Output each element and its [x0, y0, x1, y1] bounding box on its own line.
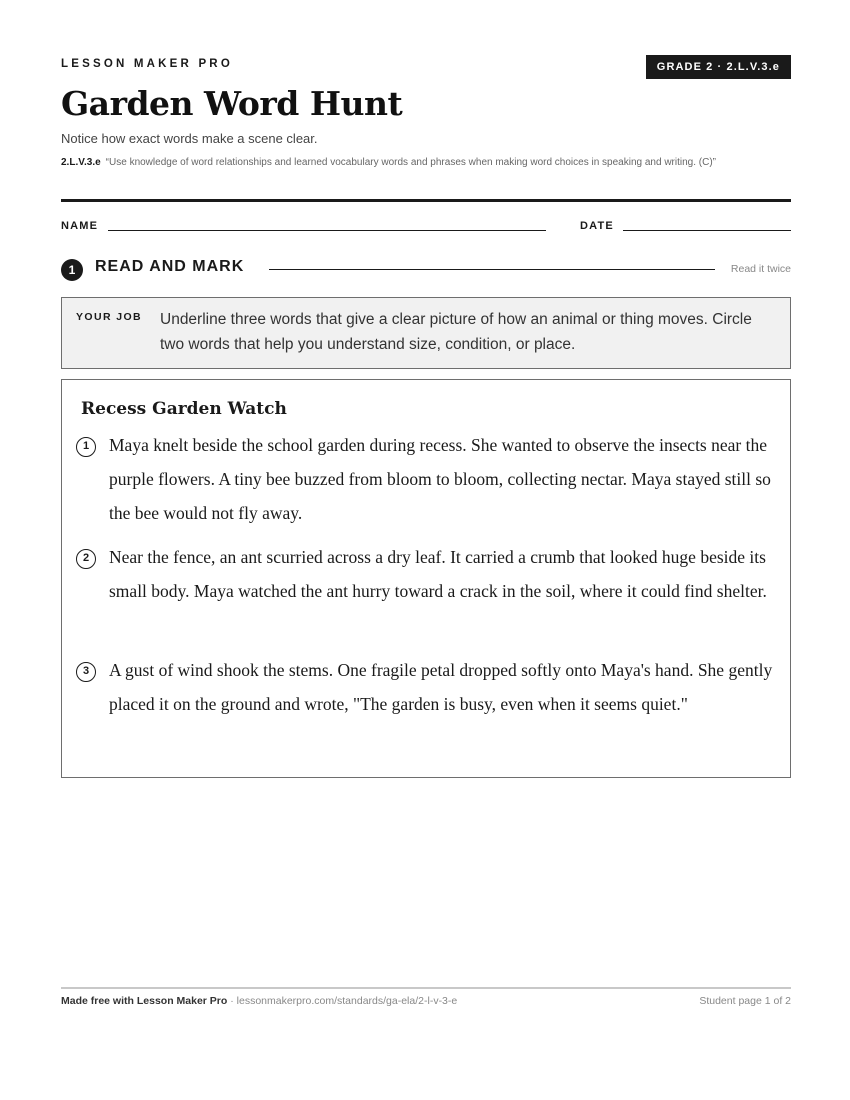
- worksheet-subtitle: Notice how exact words make a scene clear.: [61, 131, 318, 146]
- footer-page-label: Student page 1 of 2: [699, 995, 791, 1007]
- paragraph-number: 2: [76, 549, 96, 569]
- section-divider: [269, 269, 715, 270]
- footer-url: · lessonmakerpro.com/standards/ga-ela/2-l-v-3-e: [227, 995, 458, 1007]
- name-field[interactable]: [108, 230, 546, 231]
- paragraph-text: Near the fence, an ant scurried across a dry leaf. It carried a crumb that looked huge beside its small body. Maya watched the ant hurry toward a crack in the soil, where it could find shelter.: [109, 547, 767, 601]
- footer-credit: [61, 995, 457, 1007]
- job-text: Underline three words that give a clear picture of how an animal or thing moves. Circle two words that help you understand size, condition, or place.: [160, 311, 752, 353]
- section-title: READ AND MARK: [95, 258, 245, 275]
- header-divider: [61, 199, 791, 202]
- standard-text: “Use knowledge of word relationships and learned vocabulary words and phrases when making word choices in speaking and writing. (C)”: [105, 157, 716, 168]
- paragraph-number: 3: [76, 662, 96, 682]
- job-instructions-box: [61, 297, 791, 369]
- paragraph-text: Maya knelt beside the school garden during recess. She wanted to observe the insects near the purple flowers. A tiny bee buzzed from bloom to bloom, collecting nectar. Maya stayed still so the bee would not fly away.: [109, 435, 771, 523]
- date-field[interactable]: [623, 230, 791, 231]
- standard-code: 2.L.V.3.e: [61, 157, 101, 168]
- paragraph-number: 1: [76, 437, 96, 457]
- footer-divider: [61, 987, 791, 989]
- footer-made-with: Made free with Lesson Maker Pro: [61, 995, 228, 1007]
- standard-description: [61, 155, 791, 170]
- worksheet-page: [61, 0, 791, 1100]
- grade-badge: GRADE 2 · 2.L.V.3.e: [646, 55, 791, 79]
- job-label: YOUR JOB: [76, 311, 143, 323]
- date-label: DATE: [580, 220, 614, 232]
- worksheet-title: Garden Word Hunt: [61, 84, 403, 123]
- passage-title: Recess Garden Watch: [81, 399, 287, 419]
- section-note: Read it twice: [730, 263, 791, 275]
- passage-box: [61, 379, 791, 778]
- name-label: NAME: [61, 220, 99, 232]
- brand-name: LESSON MAKER PRO: [61, 58, 233, 70]
- paragraph-text: A gust of wind shook the stems. One fragile petal dropped softly onto Maya's hand. She gently placed it on the ground and wrote, "The garden is busy, even when it seems quiet.": [109, 660, 773, 714]
- section-number-badge: 1: [61, 259, 83, 281]
